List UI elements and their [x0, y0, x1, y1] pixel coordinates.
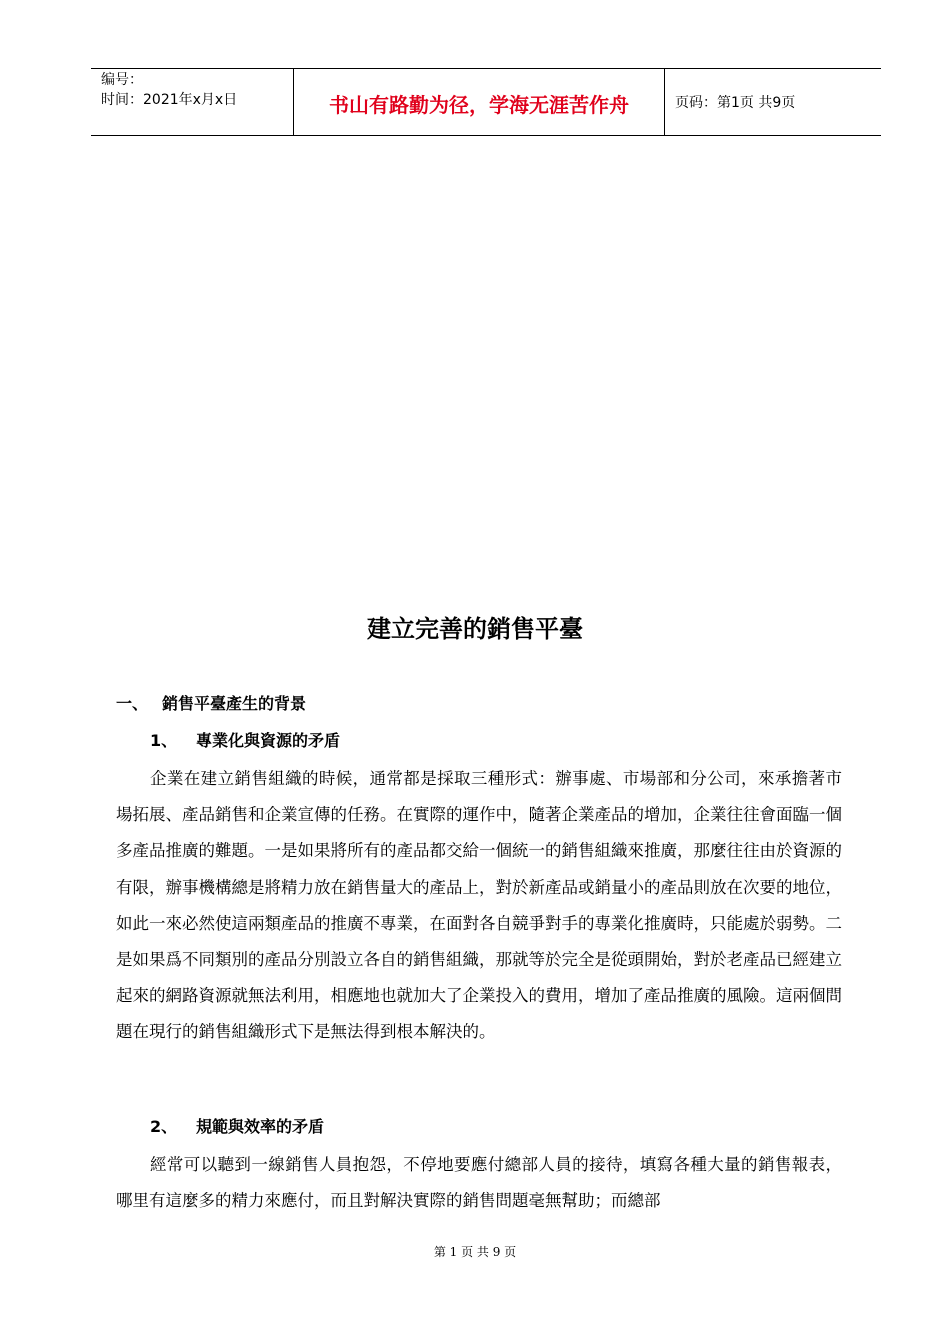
paragraph-standardization: 經常可以聽到一線銷售人員抱怨，不停地要應付總部人員的接待，填寫各種大量的銷售報表，哪里有這麼多的精力來應付，而且對解決實際的銷售問題毫無幫助；而總部	[116, 1155, 842, 1211]
section-title: 銷售平臺產生的背景	[162, 694, 307, 713]
section-heading-1	[116, 692, 306, 716]
paragraph-specialization: 企業在建立銷售組織的時候，通常都是採取三種形式：辦事處、市場部和分公司，來承擔著市場拓展、產品銷售和企業宣傳的任務。在實際的運作中，隨著企業產品的增加，企業往往會面臨一個多產品推廣的難題。一是如果將所有的產品都交給一個統一的銷售組織來推廣，那麼往往由於資源的有限，辦事機構總是將精力放在銷售量大的產品上，對於新產品或銷量小的產品則放在次要的地位，如此一來必然使這兩類產品的推廣不專業，在面對各自競爭對手的專業化推廣時，只能處於弱勢。二是如果爲不同類別的產品分別設立各自的銷售組織，那就等於完全是從頭開始，對於老產品已經建立起來的網路資源就無法利用，相應地也就加大了企業投入的費用，增加了產品推廣的風險。這兩個問題在現行的銷售組織形式下是無法得到根本解決的。	[116, 769, 842, 1042]
subsection-heading-2	[150, 1115, 324, 1139]
header-info-cell	[91, 69, 293, 136]
subsection-heading-1	[150, 729, 340, 753]
header-motto-cell	[293, 69, 665, 136]
document-time-label: 时间：2021年x月x日	[101, 92, 238, 108]
subsection-number: 1、	[150, 731, 178, 750]
header-table	[91, 68, 881, 136]
header-motto: 书山有路勤为径，学海无涯苦作舟	[329, 93, 629, 117]
document-title: 建立完善的銷售平臺	[367, 614, 583, 643]
header-page-cell	[665, 69, 881, 136]
header-page-number: 页码：第1页 共9页	[675, 95, 796, 111]
document-number-label: 编号：	[101, 72, 143, 88]
subsection-title: 專業化與資源的矛盾	[196, 731, 341, 750]
subsection-title: 規範與效率的矛盾	[196, 1117, 325, 1136]
footer-page-number: 第 1 页 共 9 页	[433, 1245, 517, 1259]
subsection-number: 2、	[150, 1117, 178, 1136]
section-number: 一、	[116, 694, 149, 713]
